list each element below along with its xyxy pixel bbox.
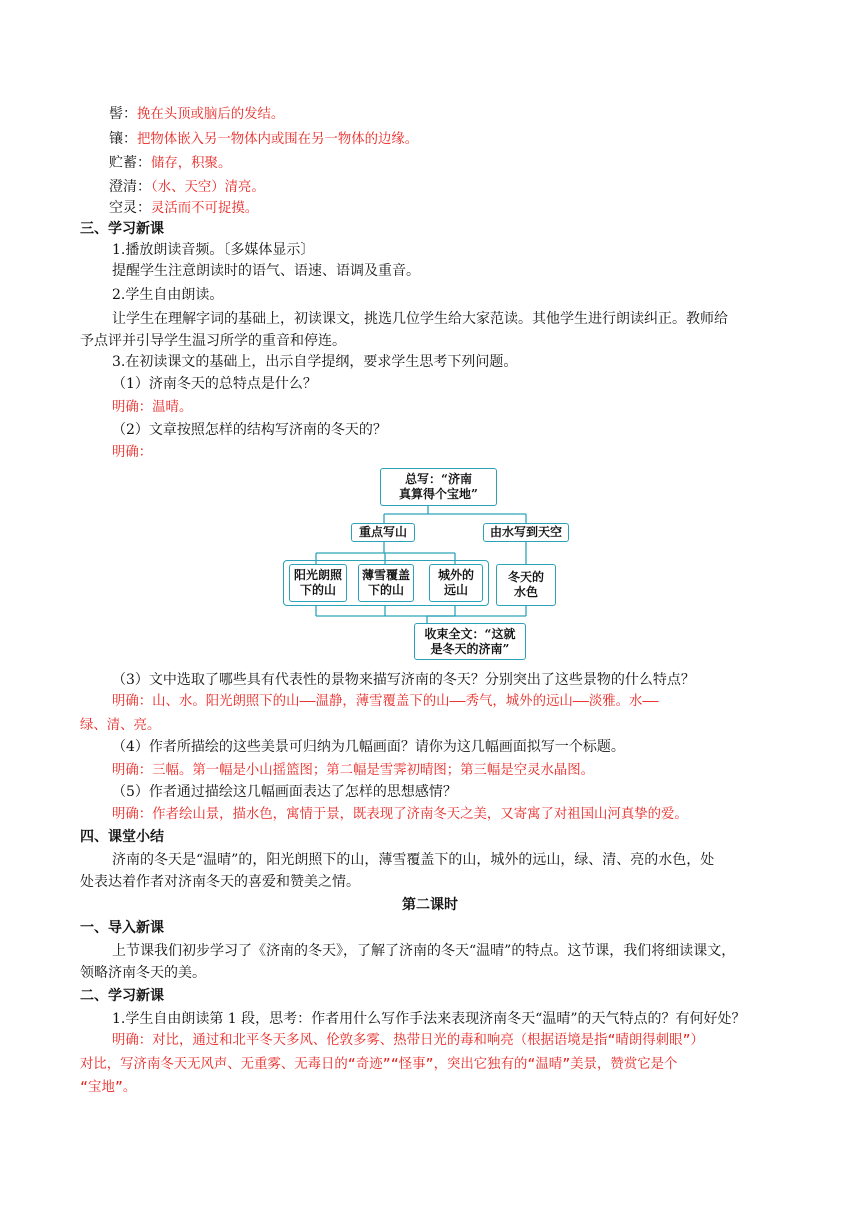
diagram-box-water: 冬天的 水色 xyxy=(496,564,556,606)
answer: 明确：山、水。阳光朗照下的山——温静，薄雪覆盖下的山——秀气，城外的远山——淡雅。水—— xyxy=(112,694,659,709)
step-text: 2.学生自由朗读。 xyxy=(112,287,224,303)
intro-text: 上节课我们初步学习了《济南的冬天》，了解了济南的冬天“温晴”的特点。这节课，我们将细读课文， xyxy=(112,943,736,959)
vocab-term: 髻： xyxy=(109,106,137,122)
summary-text: 济南的冬天是“温晴”的，阳光朗照下的山，薄雪覆盖下的山，城外的远山，绿、清、亮的水色，处 xyxy=(112,852,715,868)
question: （3）文中选取了哪些具有代表性的景物来描写济南的冬天？分别突出了这些景物的什么特点？ xyxy=(112,672,695,688)
vocab-term: 澄清： xyxy=(109,179,151,195)
answer: 明确：对比，通过和北平冬天多风、伦敦多雾、热带日光的毒和响亮（根据语境是指“晴朗得刺眼”） xyxy=(112,1033,704,1048)
vocab-item xyxy=(109,198,258,219)
vocab-item xyxy=(109,153,231,174)
section-heading: 二、学习新课 xyxy=(80,988,164,1004)
section-heading: 三、学习新课 xyxy=(80,221,164,237)
vocab-definition: 灵活而不可捉摸。 xyxy=(151,201,259,216)
summary-text: 处表达着作者对济南冬天的喜爱和赞美之情。 xyxy=(80,874,360,890)
step-text: 3.在初读课文的基础上，出示自学提纲，要求学生思考下列问题。 xyxy=(112,354,518,370)
answer: 绿、清、亮。 xyxy=(80,718,161,733)
answer: 明确：温晴。 xyxy=(112,400,193,415)
section-heading: 四、课堂小结 xyxy=(80,829,164,845)
step-note: 提醒学生注意朗读时的语气、语速、语调及重音。 xyxy=(112,263,420,279)
section-heading: 一、导入新课 xyxy=(80,920,164,936)
diagram-box-water-sky: 由水写到天空 xyxy=(483,523,569,542)
step-note: 予点评并引导学生温习所学的重音和停连。 xyxy=(80,333,346,349)
question: （4）作者所描绘的这些美景可归纳为几幅画面？请你为这几幅画面拟写一个标题。 xyxy=(112,739,625,755)
question: （5）作者通过描绘这几幅画面表达了怎样的思想感情？ xyxy=(112,784,457,800)
answer: 明确： xyxy=(112,445,153,460)
vocab-item xyxy=(109,104,284,125)
vocab-definition: 挽在头顶或脑后的发结。 xyxy=(137,107,285,122)
diagram-box-snow-mountain: 薄雪覆盖 下的山 xyxy=(358,564,414,602)
vocab-item xyxy=(109,177,265,198)
vocab-term: 镶： xyxy=(109,131,137,147)
question: （1）济南冬天的总特点是什么？ xyxy=(112,376,317,392)
vocab-definition: 把物体嵌入另一物体内或围在另一物体的边缘。 xyxy=(137,132,419,147)
answer: 对比，写济南冬天无风声、无重雾、无毒日的“奇迹”“怪事”，突出它独有的“温晴”美景，赞赏它是个 xyxy=(80,1057,678,1072)
diagram-box-sunny-mountain: 阳光朗照 下的山 xyxy=(289,564,347,602)
answer: 明确：作者绘山景，描水色，寓情于景，既表现了济南冬天之美，又寄寓了对祖国山河真挚的爱。 xyxy=(112,807,688,822)
vocab-term: 空灵： xyxy=(109,200,151,216)
intro-text: 领略济南冬天的美。 xyxy=(80,965,206,981)
vocab-definition: 储存，积聚。 xyxy=(151,156,232,171)
diagram-box-far-mountain: 城外的 远山 xyxy=(429,564,483,602)
vocab-term: 贮蓄： xyxy=(109,155,151,171)
diagram-box-top: 总写：“济南 真算得个宝地” xyxy=(380,468,497,506)
vocab-item xyxy=(109,129,418,150)
step-text: 1.播放朗读音频。〔多媒体显示〕 xyxy=(112,242,315,258)
question: （2）文章按照怎样的结构写济南的冬天的？ xyxy=(112,422,387,438)
step-text: 1.学生自由朗读第 1 段，思考：作者用什么写作手法来表现济南冬天“温晴”的天气特点的？有何好处？ xyxy=(112,1011,746,1027)
diagram-box-bottom: 收束全文：“这就 是冬天的济南” xyxy=(414,623,526,660)
lesson-title: 第二课时 xyxy=(402,897,458,913)
vocab-definition: （水、天空）清亮。 xyxy=(151,180,265,195)
answer: 明确：三幅。第一幅是小山摇篮图；第二幅是雪霁初晴图；第三幅是空灵水晶图。 xyxy=(112,763,595,778)
step-note: 让学生在理解字词的基础上，初读课文，挑选几位学生给大家范读。其他学生进行朗读纠正。教师给 xyxy=(112,311,728,327)
structure-diagram xyxy=(283,466,573,662)
answer: “宝地”。 xyxy=(80,1080,137,1095)
diagram-box-mountain: 重点写山 xyxy=(351,523,415,542)
